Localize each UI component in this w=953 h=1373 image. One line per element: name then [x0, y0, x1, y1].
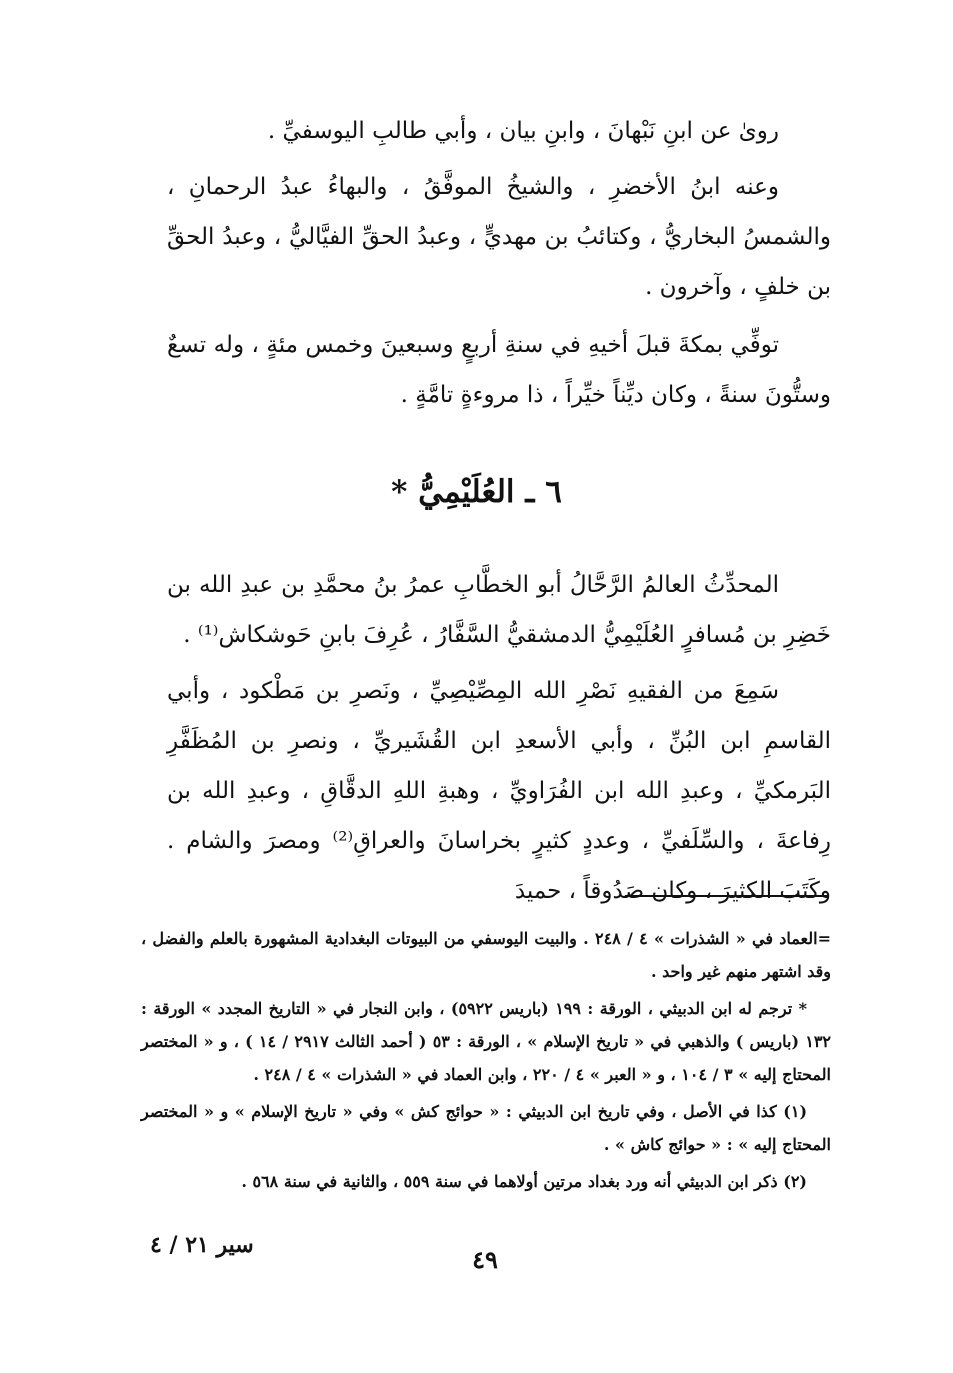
- footnote-separator: [625, 895, 828, 897]
- students-paragraph: وعنه ابنُ الأخضرِ ، والشيخُ الموفَّقُ ، والبهاءُ عبدُ الرحمانِ ، والشمسُ البخاريُّ ، وكتائبُ بن مهديٍّ ، وعبدُ الحقِّ الفيَّاليُّ ، وعبدُ الحقِّ بن خلفٍ ، وآخرون .: [167, 174, 831, 300]
- previous-entry-text: [167, 106, 831, 420]
- page-number: ٤٩: [472, 1245, 498, 1274]
- entry-lineage-paragraph: المحدِّثُ العالمُ الرَّحَّالُ أبو الخطَّابِ عمرُ بنُ محمَّدِ بن عبدِ الله بن خَضِرِ بن مُسافرٍ العُلَيْمِيُّ الدمشقيُّ السَّفَّارُ ، عُرِفَ بابنِ حَوشكاش⁽¹⁾ .: [167, 572, 831, 648]
- footnote-1: (١) كذا في الأصل ، وفي تاريخ ابن الدبيثي : « حوائج كش » وفي « تاريخ الإسلام » و « المختصر المحتاج إليه » : « حوائج كاش » .: [141, 1102, 831, 1154]
- volume-signature: سير ٢١ / ٤: [150, 1232, 254, 1258]
- entry-teachers-paragraph: سَمِعَ من الفقيهِ نَصْرِ الله المِصِّيْصِيِّ ، ونَصرِ بن مَطْكود ، وأبي القاسمِ ابن البُنِّ ، وأبي الأسعدِ ابن القُشَيريِّ ، ونصرِ بن المُظَفَّرِ البَرمكيِّ ، وعبدِ الله ابن الفُرَاويِّ ، وهبةِ اللهِ الدقَّاقِ ، وعبدِ الله بن رِفاعةَ ، والسِّلَفيِّ ، وعددٍ كثيرٍ بخراسانَ والعراقِ⁽²⁾ ومصرَ والشام . وكَتَبَ الكثيرَ ، وكان صَدُوقاً ، حميدَ: [167, 678, 831, 904]
- entry-title: ٦ ـ العُلَيْمِيُّ *: [391, 474, 562, 510]
- footnote-2: (٢) ذكر ابن الدبيثي أنه ورد بغداد مرتين أولاهما في سنة ٥٥٩ ، والثانية في سنة ٥٦٨ .: [241, 1172, 807, 1191]
- footnote-sources: * ترجم له ابن الدبيثي ، الورقة : ١٩٩ (باريس ٥٩٢٢) ، وابن النجار في « التاريخ المجدد » الورقة : ١٣٢ (باريس ) والذهبي في « تاريخ الإسلام » ، الورقة : ٥٣ ( أحمد الثالث ٢٩١٧ / ١٤ ) ، و « المختصر المحتاج إليه » ٣ / ١٠٤ ، و « العبر » ٤ / ٢٢٠ ، وابن العماد في « الشذرات » ٤ / ٢٤٨ .: [141, 999, 832, 1084]
- entry-text: [167, 560, 831, 916]
- narrators-paragraph: روىٰ عن ابنِ نَبْهانَ ، وابنِ بيان ، وأبي طالبِ اليوسفيِّ .: [267, 118, 779, 144]
- death-paragraph: توفِّي بمكةَ قبلَ أخيهِ في سنةِ أربعٍ وسبعينَ وخمس مئةٍ ، وله تسعٌ وستُّونَ سنةً ، وكان ديِّناً خيِّراً ، ذا مروءةٍ تامَّةٍ .: [167, 332, 831, 408]
- footnote-continuation: =العماد في « الشذرات » ٤ / ٢٤٨ . والبيت اليوسفي من البيوتات البغدادية المشهورة بالعلم والفضل ، وقد اشتهر منهم غير واحد .: [141, 929, 831, 981]
- footnotes: [141, 922, 831, 1202]
